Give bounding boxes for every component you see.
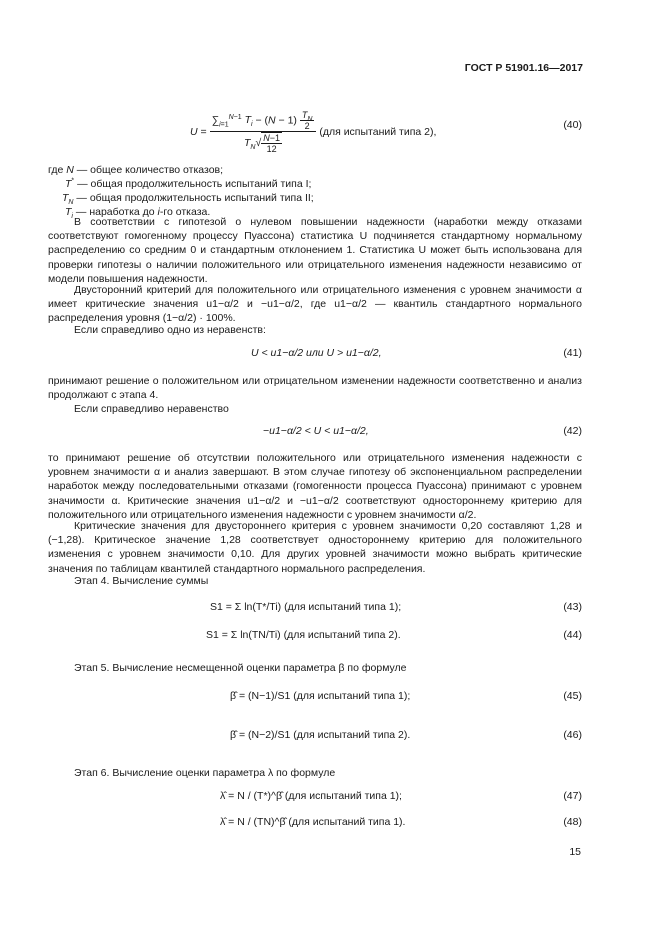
legend-t-n: $T_N$ — общая продолжительность испытаний типа II; — [62, 192, 314, 207]
equation-44-formula: S1 = Σ ln(TN/Ti) (для испытаний типа 2). — [206, 629, 401, 641]
equation-44-number: (44) — [563, 629, 582, 641]
equation-43-number: (43) — [563, 601, 582, 613]
paragraph-7: Критические значения для двустороннего критерия с уровнем значимости 0,20 составляют 1,28 и (−1,28). Критическое значение 1,28 соответствует одностороннему критерию для положительного изменения с уровнем значимости 0,10. Для других уровней значимости можно выбрать критические значения по таблицам квантилей стандартного нормального распределения. — [48, 520, 582, 575]
legend-t-star: T* — общая продолжительность испытаний типа I; — [65, 177, 312, 190]
equation-40-formula: U = $\sum_{i=1}^{N-1}$ $T_i - (N - 1)$ $\frac{T_N}{2}$ $T_N√$ $\frac{N-1}{12}$ (для испытаний типа 2), — [190, 110, 437, 154]
equation-42-number: (42) — [563, 425, 582, 437]
legend-n: где N — общее количество отказов; — [48, 164, 224, 176]
equation-48-formula: λ̂ = N / (TN)^β̂ (для испытаний типа 1). — [220, 816, 406, 828]
equation-43-formula: S1 = Σ ln(T*/Ti) (для испытаний типа 1); — [210, 601, 402, 613]
equation-46-number: (46) — [563, 729, 582, 741]
equation-45 — [48, 689, 582, 707]
stage-4-title: Этап 4. Вычисление суммы — [74, 575, 209, 587]
equation-42 — [48, 424, 582, 442]
standard-header: ГОСТ Р 51901.16—2017 — [464, 62, 583, 74]
equation-48 — [48, 815, 582, 833]
equation-40-condition: (для испытаний типа 2), — [319, 125, 437, 138]
stage-6-title: Этап 6. Вычисление оценки параметра λ по формуле — [74, 767, 336, 779]
equation-46 — [48, 728, 582, 746]
equation-45-formula: β̂ = (N−1)/S1 (для испытаний типа 1); — [230, 690, 411, 702]
stage-5-title: Этап 5. Вычисление несмещенной оценки параметра β по формуле — [74, 662, 407, 674]
equation-40 — [48, 110, 582, 154]
equation-43 — [48, 600, 582, 618]
paragraph-1: В соответствии с гипотезой о нулевом повышении надежности (наработки между отказами соответствуют гомогенному процессу Пуассона) статистика U подчиняется стандартному нормальному распределению со средним 0 и стандартным отклонением 1. Статистика U может быть использована для проверки гипотезы о наличии положительного или отрицательного изменения надежности независимо от модели повышения надежности. — [48, 216, 582, 285]
legend-t-i: $T_i$ — наработка до i-го отказа. — [65, 206, 211, 221]
equation-47 — [48, 789, 582, 807]
equation-47-formula: λ̂ = N / (T*)^β̂ (для испытаний типа 1); — [220, 790, 402, 802]
equation-48-number: (48) — [563, 816, 582, 828]
equation-41-number: (41) — [563, 347, 582, 359]
paragraph-2: Двусторонний критерий для положительного или отрицательного изменения с уровнем значимости α имеет критические значения u1−α/2 и −u1−α/2, где u1−α/2 — квантиль стандартного нормального распределения уровня (1−α/2) · 100%. — [48, 284, 582, 325]
page-number: 15 — [569, 846, 581, 858]
equation-45-number: (45) — [563, 690, 582, 702]
paragraph-5: Если справедливо неравенство — [74, 403, 229, 415]
equation-44 — [48, 628, 582, 646]
paragraph-3: Если справедливо одно из неравенств: — [74, 324, 266, 336]
equation-41-formula: U < u1−α/2 или U > u1−α/2, — [251, 347, 382, 359]
equation-42-formula: −u1−α/2 < U < u1−α/2, — [263, 425, 369, 437]
equation-40-number: (40) — [563, 119, 582, 131]
paragraph-4: принимают решение о положительном или отрицательном изменении надежности соответственно и анализ продолжают с этапа 4. — [48, 375, 582, 402]
equation-47-number: (47) — [563, 790, 582, 802]
equation-46-formula: β̂ = (N−2)/S1 (для испытаний типа 2). — [230, 729, 411, 741]
equation-41 — [48, 346, 582, 364]
paragraph-6: то принимают решение об отсутствии положительного или отрицательного изменения надежности с уровнем значимости α и анализ завершают. В этом случае гипотезу об экспоненциальном распределении наработок между последовательными отказами (гомогенности процесса Пуассона) принимают с уровнем значимости α. Критические значения u1−α/2 и −u1−α/2 соответствуют одностороннему критерию для положительного или отрицательного изменения надежности с уровнем значимости α/2. — [48, 452, 582, 521]
